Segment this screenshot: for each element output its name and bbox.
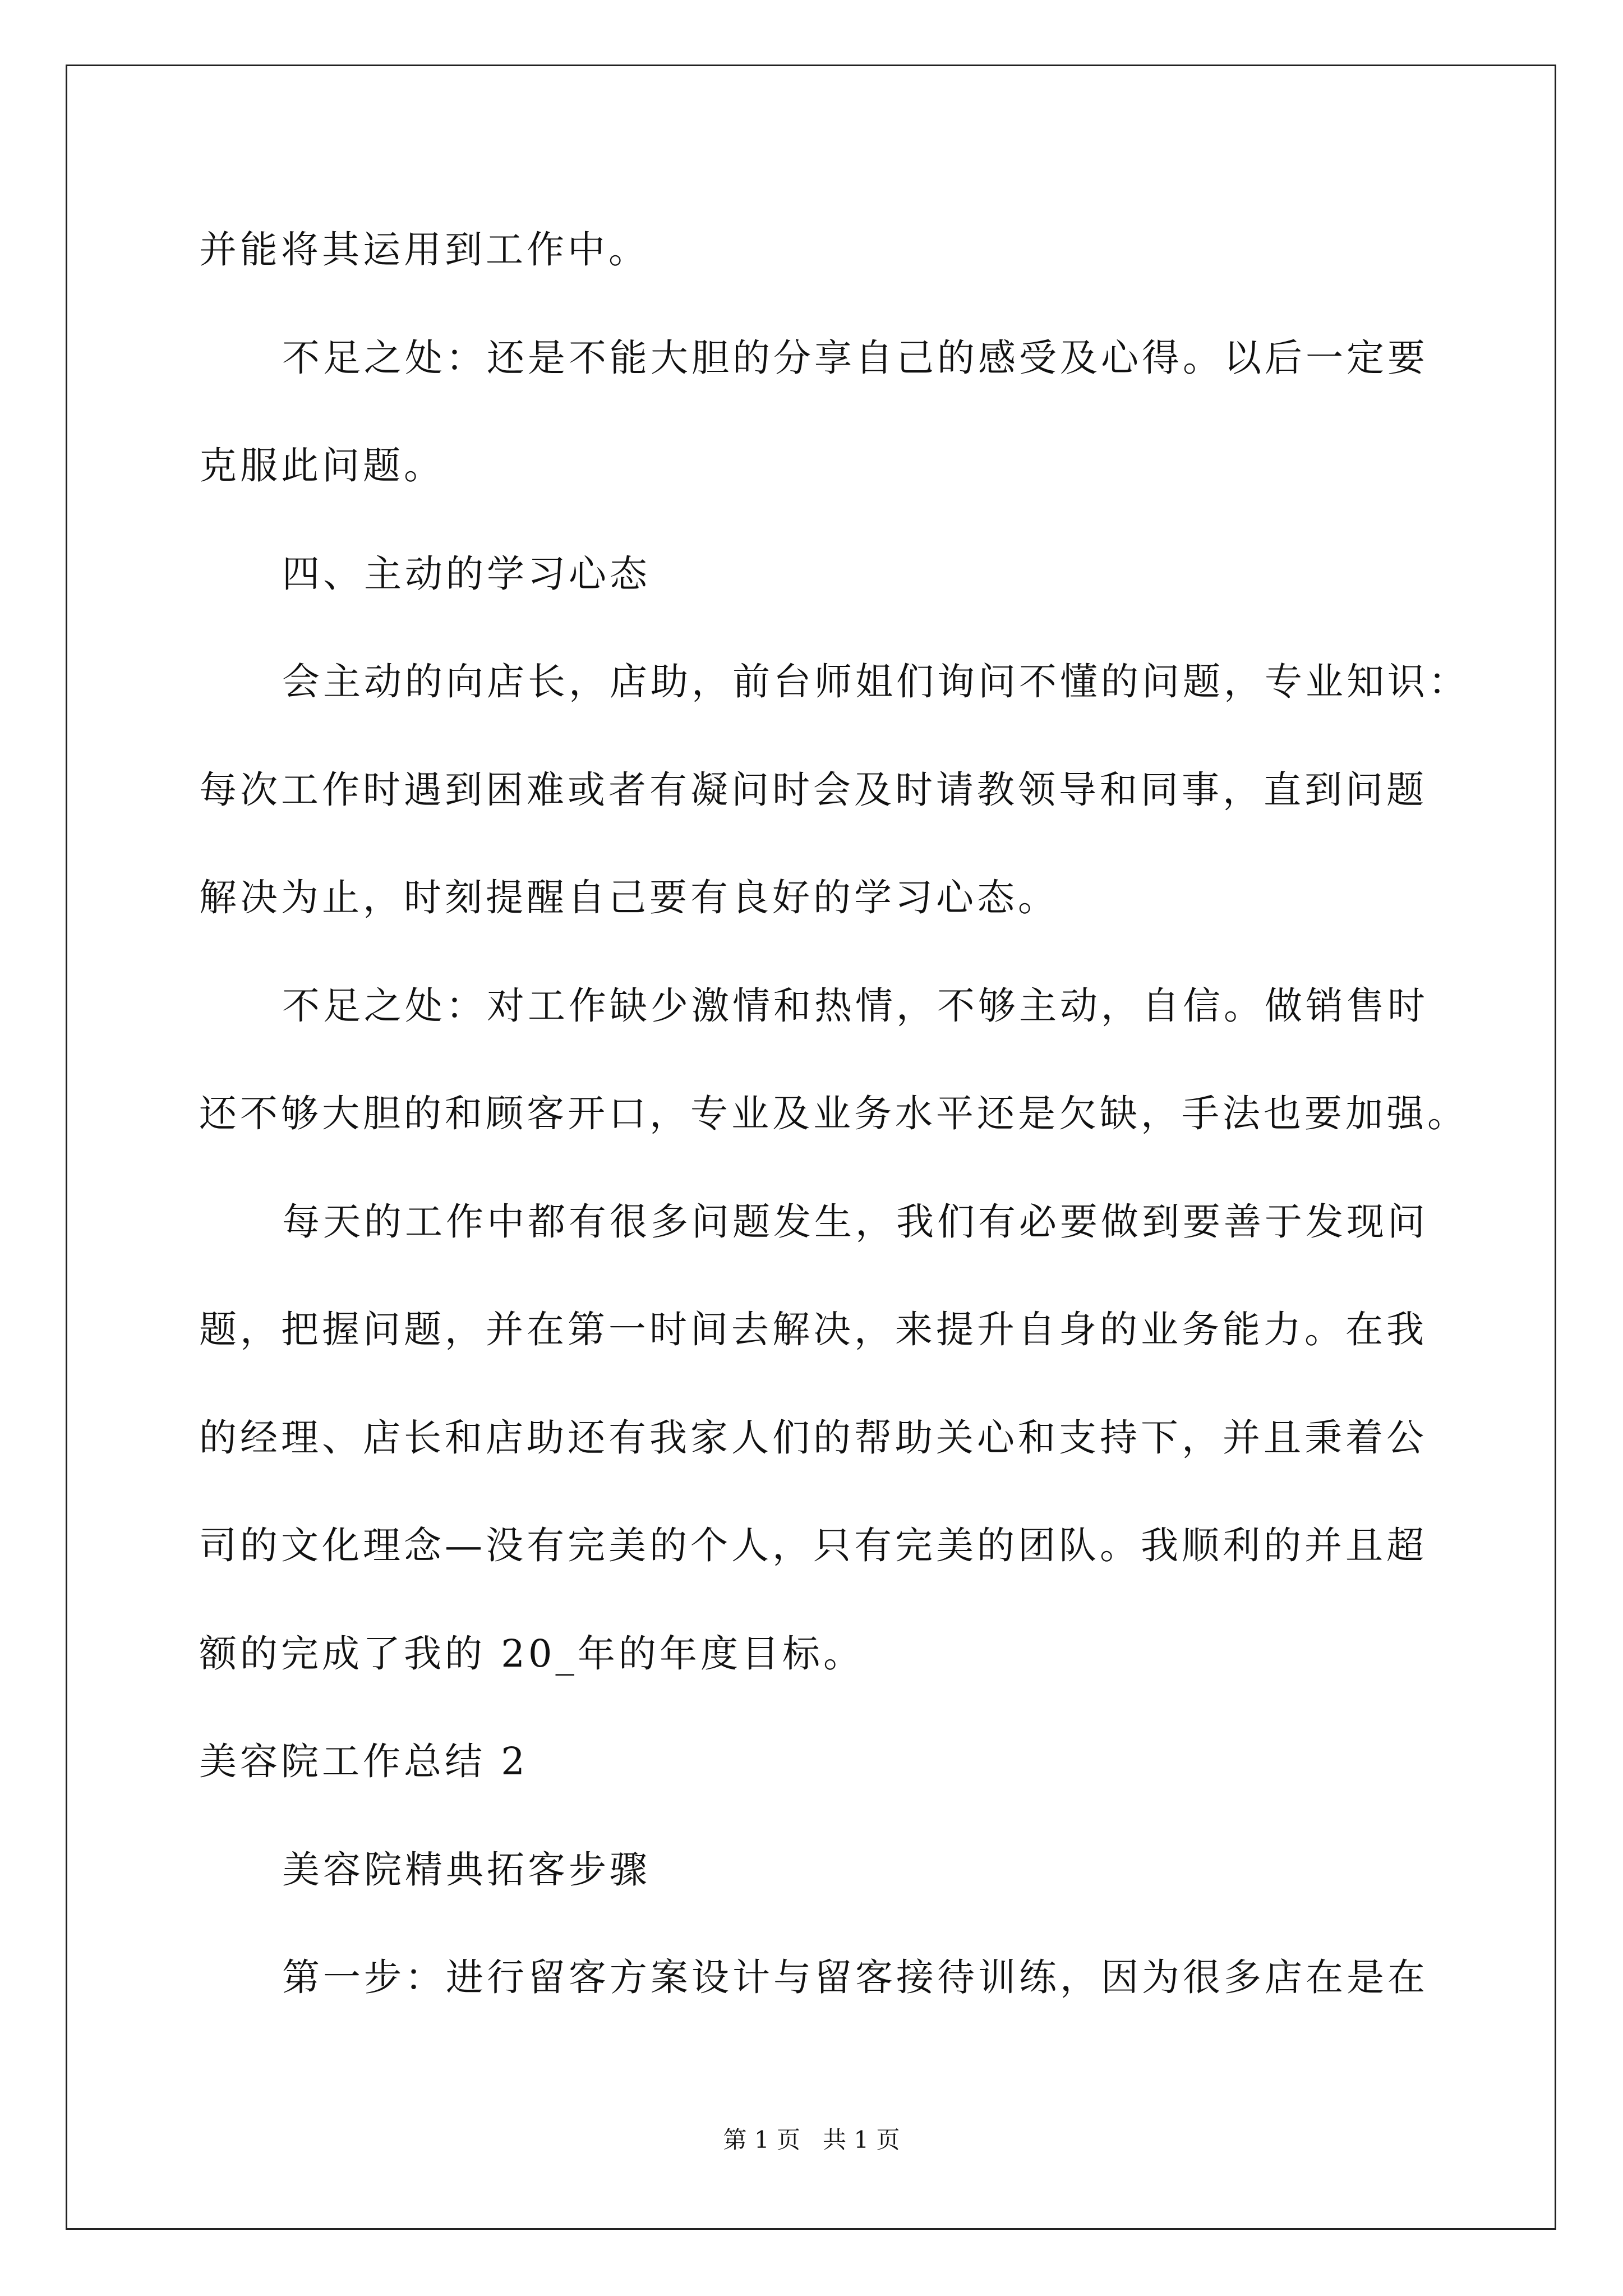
paragraph-line: 每次工作时遇到困难或者有凝问时会及时请教领导和同事，直到问题 bbox=[199, 768, 1427, 812]
paragraph-line: 的经理、店长和店助还有我家人们的帮助关心和支持下，并且秉着公 bbox=[199, 1416, 1427, 1460]
paragraph-line: 不足之处：对工作缺少激情和热情，不够主动，自信。做销售时 bbox=[282, 984, 1428, 1028]
paragraph-line: 会主动的向店长，店助，前台师姐们询问不懂的问题，专业知识： bbox=[282, 660, 1469, 703]
document-title: 美容院工作总结 2 bbox=[199, 1740, 528, 1783]
paragraph-line: 并能将其运用到工作中。 bbox=[199, 228, 649, 272]
paragraph-line: 司的文化理念—没有完美的个人，只有完美的团队。我顺利的并且超 bbox=[199, 1524, 1427, 1567]
paragraph-line: 第一步：进行留客方案设计与留客接待训练，因为很多店在是在 bbox=[282, 1955, 1428, 1999]
section-heading: 四、主动的学习心态 bbox=[282, 552, 651, 596]
paragraph-line: 克服此问题。 bbox=[199, 444, 445, 487]
paragraph-line: 题，把握问题，并在第一时间去解决，来提升自身的业务能力。在我 bbox=[199, 1308, 1427, 1351]
paragraph-line: 额的完成了我的 20_年的年度目标。 bbox=[199, 1632, 865, 1676]
paragraph-line: 还不够大胆的和顾客开口，专业及业务水平还是欠缺，手法也要加强。 bbox=[199, 1092, 1468, 1135]
paragraph-line: 每天的工作中都有很多问题发生，我们有必要做到要善于发现问 bbox=[282, 1200, 1428, 1244]
page-number-footer: 第 1 页 共 1 页 bbox=[723, 2126, 900, 2154]
paragraph-line: 解决为止，时刻提醒自己要有良好的学习心态。 bbox=[199, 876, 1059, 919]
paragraph-line: 不足之处：还是不能大胆的分享自己的感受及心得。以后一定要 bbox=[282, 336, 1428, 380]
page-border bbox=[66, 65, 1556, 2230]
section-heading: 美容院精典拓客步骤 bbox=[282, 1848, 651, 1892]
